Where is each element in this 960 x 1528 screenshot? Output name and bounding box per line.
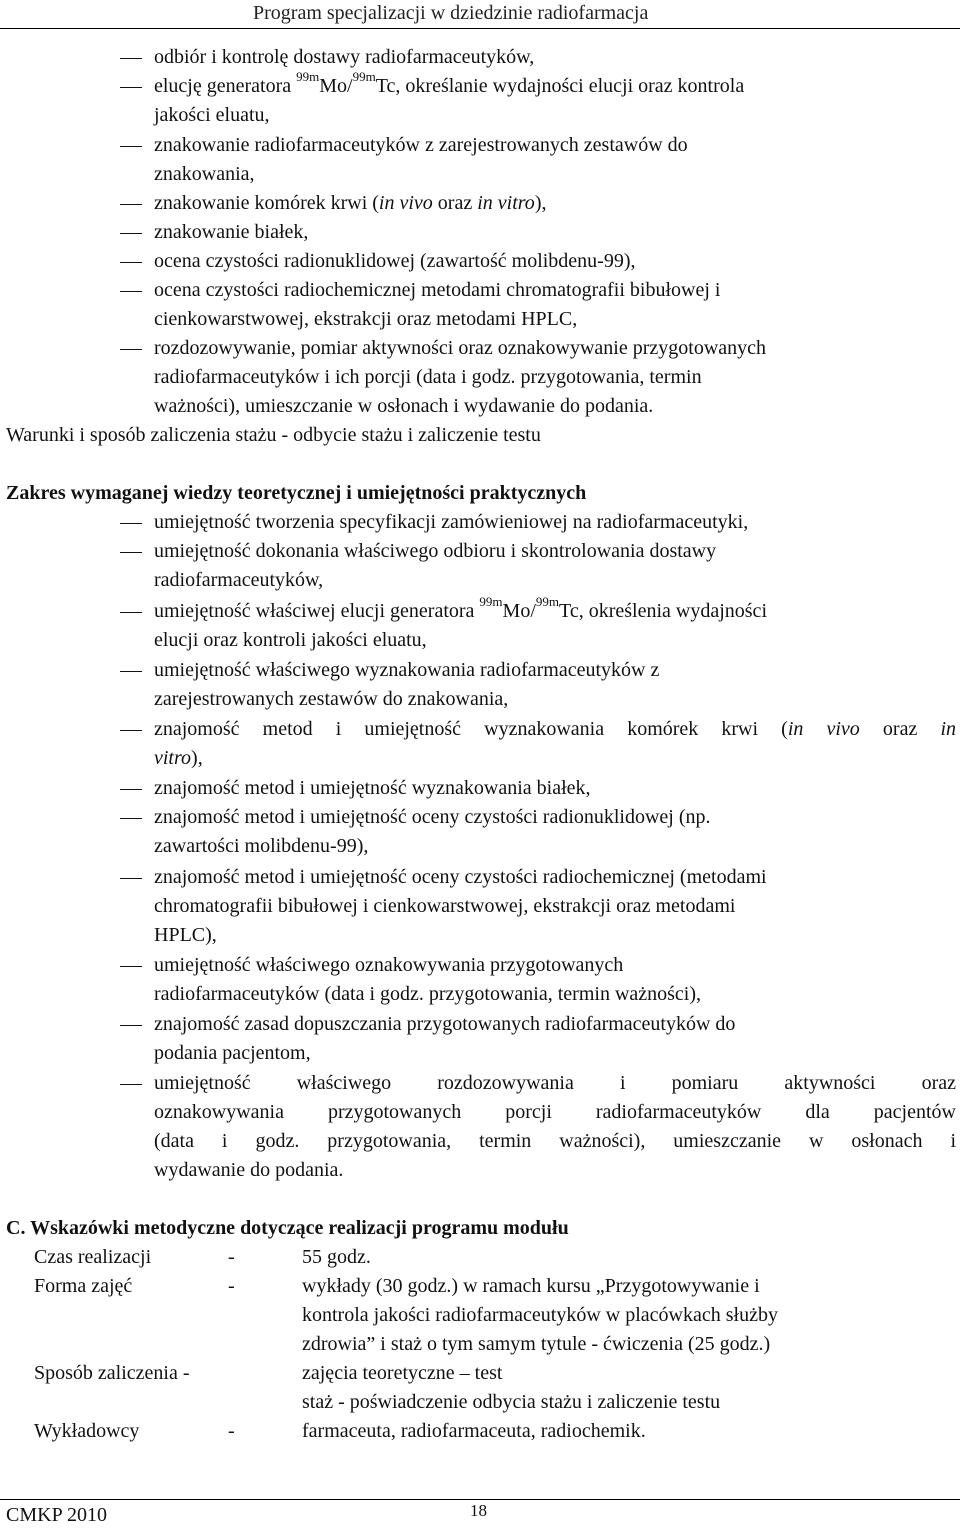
list-item-continuation bbox=[154, 980, 954, 1009]
list-item-text: znajomość metod i umiejętność oceny czystości radionuklidowej (np. bbox=[154, 806, 711, 828]
list-item-text: umiejętność tworzenia specyfikacji zamówieniowej na radiofarmaceutyki, bbox=[154, 511, 749, 533]
list-item-text: Mo/ bbox=[319, 75, 353, 97]
list-item-text: ocena czystości radiochemicznej metodami chromatografii bibułowej i bbox=[154, 279, 721, 301]
list-item-text: umiejętność właściwej elucji generatora bbox=[154, 600, 480, 622]
list-item-text: radiofarmaceutyków i ich porcji (data i godz. przygotowania, termin bbox=[154, 366, 702, 388]
list-item-text: oraz bbox=[432, 192, 478, 214]
list-bullet-dash bbox=[120, 1025, 142, 1026]
list-item-continuation bbox=[154, 892, 954, 921]
list-item-continuation bbox=[154, 305, 954, 334]
list-item-text: elucję generatora bbox=[154, 75, 297, 97]
list-item-text: zawartości molibdenu-99), bbox=[154, 835, 369, 857]
list-item-text: Tc, określanie wydajności elucji oraz kontrola bbox=[375, 75, 745, 97]
completion-conditions bbox=[6, 421, 541, 450]
list-item-continuation bbox=[154, 160, 954, 189]
italic-term: in vivo bbox=[787, 718, 860, 740]
list-bullet-dash bbox=[120, 671, 142, 672]
list-item-continuation bbox=[154, 832, 954, 861]
list-bullet-dash bbox=[120, 523, 142, 524]
list-bullet-dash bbox=[120, 233, 142, 234]
knowledge-section-title bbox=[6, 479, 586, 508]
list-item-text: ocena czystości radionuklidowej (zawartość molibdenu-99), bbox=[154, 250, 636, 272]
list-item-text: umiejętność właściwego oznakowywania przygotowanych bbox=[154, 954, 624, 976]
list-item bbox=[154, 863, 954, 892]
list-item bbox=[154, 1069, 956, 1098]
list-item bbox=[154, 131, 954, 160]
list-item-continuation bbox=[154, 1156, 954, 1185]
row-label: Wykładowcy bbox=[34, 1420, 140, 1442]
list-item-continuation bbox=[154, 626, 954, 655]
list-item bbox=[154, 537, 954, 566]
list-bullet-dash bbox=[120, 818, 142, 819]
header-title: Program specjalizacji w dziedzinie radiofarmacja bbox=[253, 2, 649, 24]
isotope-superscript: 99m bbox=[535, 594, 560, 610]
list-item-continuation bbox=[154, 1127, 956, 1156]
list-bullet-dash bbox=[120, 789, 142, 790]
list-item bbox=[154, 189, 954, 218]
italic-term: in bbox=[940, 718, 956, 740]
list-item-text: zarejestrowanych zestawów do znakowania, bbox=[154, 688, 509, 710]
list-item-text: radiofarmaceutyków, bbox=[154, 569, 324, 591]
row-value: zajęcia teoretyczne – test bbox=[302, 1362, 503, 1384]
list-item-continuation bbox=[154, 101, 954, 130]
list-item-continuation bbox=[154, 744, 954, 773]
list-bullet-dash bbox=[120, 87, 142, 88]
list-item-text: jakości eluatu, bbox=[154, 104, 270, 126]
row-value: zdrowia” i staż o tym samym tytule - ćwiczenia (25 godz.) bbox=[302, 1333, 771, 1355]
list-item bbox=[154, 334, 954, 363]
list-item-text: odbiór i kontrolę dostawy radiofarmaceutyków, bbox=[154, 46, 535, 68]
list-item bbox=[154, 774, 954, 803]
footer-publisher: CMKP 2010 bbox=[6, 1504, 107, 1526]
list-item bbox=[154, 43, 954, 72]
list-bullet-dash bbox=[120, 612, 142, 613]
list-item-text: (data i godz. przygotowania, termin ważności), umieszczanie w osłonach i bbox=[154, 1130, 956, 1152]
list-item bbox=[154, 803, 954, 832]
list-item-text: znakowanie białek, bbox=[154, 221, 309, 243]
list-bullet-dash bbox=[120, 1084, 142, 1085]
list-bullet-dash bbox=[120, 58, 142, 59]
list-bullet-dash bbox=[120, 349, 142, 350]
isotope-superscript: 99m bbox=[352, 69, 376, 85]
list-item-text: podania pacjentom, bbox=[154, 1042, 311, 1064]
list-item-text: HPLC), bbox=[154, 924, 217, 946]
list-bullet-dash bbox=[120, 291, 142, 292]
list-item-text: ważności), umieszczanie w osłonach i wydawanie do podania. bbox=[154, 395, 654, 417]
italic-term: vitro bbox=[154, 747, 192, 769]
header-divider bbox=[0, 28, 960, 29]
conditions-text: Warunki i sposób zaliczenia stażu - odbycie stażu i zaliczenie testu bbox=[6, 424, 541, 446]
list-item bbox=[154, 69, 954, 101]
row-value: wykłady (30 godz.) w ramach kursu „Przygotowywanie i bbox=[302, 1275, 760, 1297]
list-item-text: znajomość metod i umiejętność wyznakowania komórek krwi ( bbox=[154, 718, 788, 740]
isotope-superscript: 99m bbox=[479, 594, 503, 610]
list-item-text: znakowanie komórek krwi ( bbox=[154, 192, 379, 214]
list-bullet-dash bbox=[120, 730, 142, 731]
list-item-continuation bbox=[154, 1039, 954, 1068]
list-item-text: znajomość metod i umiejętność wyznakowania białek, bbox=[154, 777, 591, 799]
list-item-text: umiejętność właściwego rozdozowywania i pomiaru aktywności oraz bbox=[154, 1072, 956, 1094]
list-item bbox=[154, 656, 954, 685]
list-item bbox=[154, 247, 954, 276]
row-value: farmaceuta, radiofarmaceuta, radiochemik. bbox=[302, 1420, 646, 1442]
list-bullet-dash bbox=[120, 146, 142, 147]
list-item-text: wydawanie do podania. bbox=[154, 1159, 344, 1181]
list-bullet-dash bbox=[120, 552, 142, 553]
row-label: Czas realizacji bbox=[34, 1246, 152, 1268]
list-item-text: znakowanie radiofarmaceutyków z zarejestrowanych zestawów do bbox=[154, 134, 688, 156]
row-separator: - bbox=[228, 1420, 235, 1442]
list-bullet-dash bbox=[120, 262, 142, 263]
list-item-continuation bbox=[154, 566, 954, 595]
row-label: Forma zajęć bbox=[34, 1275, 133, 1297]
justified-line bbox=[154, 715, 956, 744]
list-item-text: znakowania, bbox=[154, 163, 255, 185]
row-value: 55 godz. bbox=[302, 1246, 371, 1268]
list-item-text: cienkowarstwowej, ekstrakcji oraz metodami HPLC, bbox=[154, 308, 578, 330]
isotope-superscript: 99m bbox=[296, 69, 320, 85]
list-item-continuation bbox=[154, 685, 954, 714]
row-value: kontrola jakości radiofarmaceutyków w placówkach służby bbox=[302, 1304, 778, 1326]
section-title-text: Zakres wymaganej wiedzy teoretycznej i umiejętności praktycznych bbox=[6, 482, 587, 504]
list-item-text: rozdozowywanie, pomiar aktywności oraz oznakowywanie przygotowanych bbox=[154, 337, 767, 359]
row-separator: - bbox=[228, 1275, 235, 1297]
list-item bbox=[154, 951, 954, 980]
list-item-continuation bbox=[154, 921, 954, 950]
list-item-text: radiofarmaceutyków (data i godz. przygotowania, termin ważności), bbox=[154, 983, 702, 1005]
list-item bbox=[154, 218, 954, 247]
list-item bbox=[154, 508, 954, 537]
list-bullet-dash bbox=[120, 878, 142, 879]
list-item-text: ), bbox=[191, 747, 203, 769]
page-number: 18 bbox=[470, 1501, 487, 1520]
list-item-continuation bbox=[154, 363, 954, 392]
page-header bbox=[0, 0, 960, 26]
row-separator: - bbox=[228, 1246, 235, 1268]
list-item-text: Tc, określenia wydajności bbox=[559, 600, 767, 622]
section-title-text: C. Wskazówki metodyczne dotyczące realizacji programu modułu bbox=[6, 1217, 569, 1239]
list-item-text: oraz bbox=[859, 718, 941, 740]
list-bullet-dash bbox=[120, 204, 142, 205]
row-value: staż - poświadczenie odbycia stażu i zaliczenie testu bbox=[302, 1391, 721, 1413]
list-item-text: znajomość zasad dopuszczania przygotowanych radiofarmaceutyków do bbox=[154, 1013, 736, 1035]
list-item-text: chromatografii bibułowej i cienkowarstwowej, ekstrakcji oraz metodami bbox=[154, 895, 736, 917]
italic-term: in vitro bbox=[477, 192, 535, 214]
italic-term: in vivo bbox=[378, 192, 433, 214]
list-item-continuation bbox=[154, 392, 954, 421]
section-c-title bbox=[6, 1214, 569, 1243]
list-item-text: znajomość metod i umiejętność oceny czystości radiochemicznej (metodami bbox=[154, 866, 767, 888]
list-item bbox=[154, 594, 954, 626]
list-item-text: ), bbox=[534, 192, 547, 214]
list-item bbox=[154, 715, 956, 744]
row-label: Sposób zaliczenia - bbox=[34, 1362, 190, 1384]
list-item-text: umiejętność dokonania właściwego odbioru i skontrolowania dostawy bbox=[154, 540, 717, 562]
list-item-text: oznakowywania przygotowanych porcji radiofarmaceutyków dla pacjentów bbox=[154, 1101, 956, 1123]
list-item-continuation bbox=[154, 1098, 956, 1127]
list-item bbox=[154, 276, 954, 305]
list-item-text: Mo/ bbox=[502, 600, 536, 622]
list-bullet-dash bbox=[120, 966, 142, 967]
list-item-text: elucji oraz kontroli jakości eluatu, bbox=[154, 629, 427, 651]
list-item-text: umiejętność właściwego wyznakowania radiofarmaceutyków z bbox=[154, 659, 660, 681]
list-item bbox=[154, 1010, 954, 1039]
